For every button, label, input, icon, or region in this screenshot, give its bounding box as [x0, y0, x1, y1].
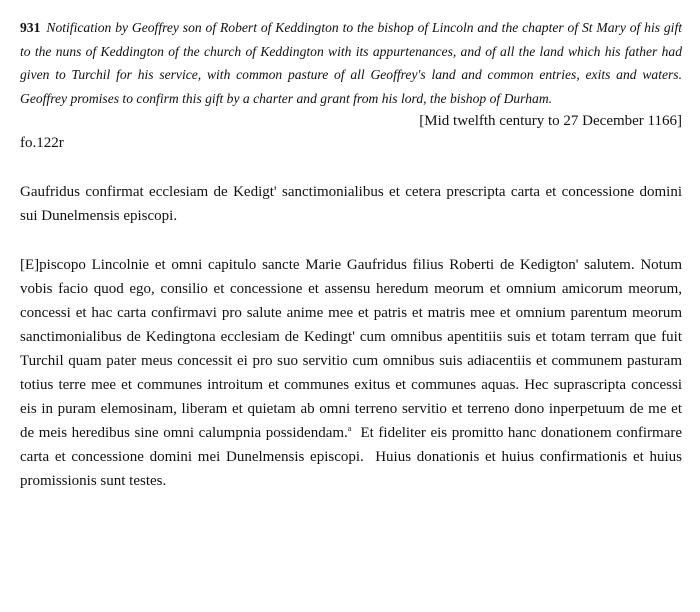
entry-summary-text: Notification by Geoffrey son of Robert of Keddington to the bishop of Lincoln and the chapter of St Mary of his gift to the nuns of Keddington of the church of Keddington with its appurtenances, and of all the land which his father had given to Turchil for his service, with common pasture of all Geoffrey's land and common entries, exits and waters. Geoffrey promises to confirm this gift by a charter and grant from his lord, the bishop of Durham.: [20, 20, 682, 106]
charter-text-end: Et fideliter eis promitto hanc donationem confirmare carta et concessione domini mei Dunelmensis episcopi. Huius donationis et huius confirmationis et huius promissionis sunt testes.: [20, 425, 686, 489]
footnote-marker: a: [347, 424, 352, 433]
entry-date: [Mid twelfth century to 27 December 1166]: [419, 113, 682, 129]
folio-reference: fo.122r: [20, 135, 64, 151]
entry-summary: [20, 16, 682, 110]
charter-text-main: [E]piscopo Lincolnie et omni capitulo sancte Marie Gaufridus filius Roberti de Kedigton' salutem. Notum vobis facio quod ego, consilio et concessione et assensu heredum meorum et omnium amicorum meorum, concessi et hac carta confirmavi pro salute anime mee et patris et matris mee et omnium parentum meorum sanctimonialibus de Kedingtona ecclesiam de Kedingt' cum omnibus apentitiis suis et totam terram que fuit Turchil quam pater meus concessit ei pro suo servitio cum omnibus suis adiacentiis et communem pasturam totius terre mee et communes introitum et communes exitus et communes aquas. Hec suprascripta concessi eis in puram elemosinam, liberam et quietam ab omni terreno servitio et terreno dono inperpetuum de me et de meis heredibus sine omni calumpnia possidendam.: [20, 257, 682, 441]
charter-text: [20, 253, 686, 493]
entry-number: 931: [20, 20, 41, 35]
rubric: Gaufridus confirmat ecclesiam de Kedigt' sanctimonialibus et cetera prescripta carta et concessione domini sui Dunelmensis episcopi.: [20, 184, 682, 224]
